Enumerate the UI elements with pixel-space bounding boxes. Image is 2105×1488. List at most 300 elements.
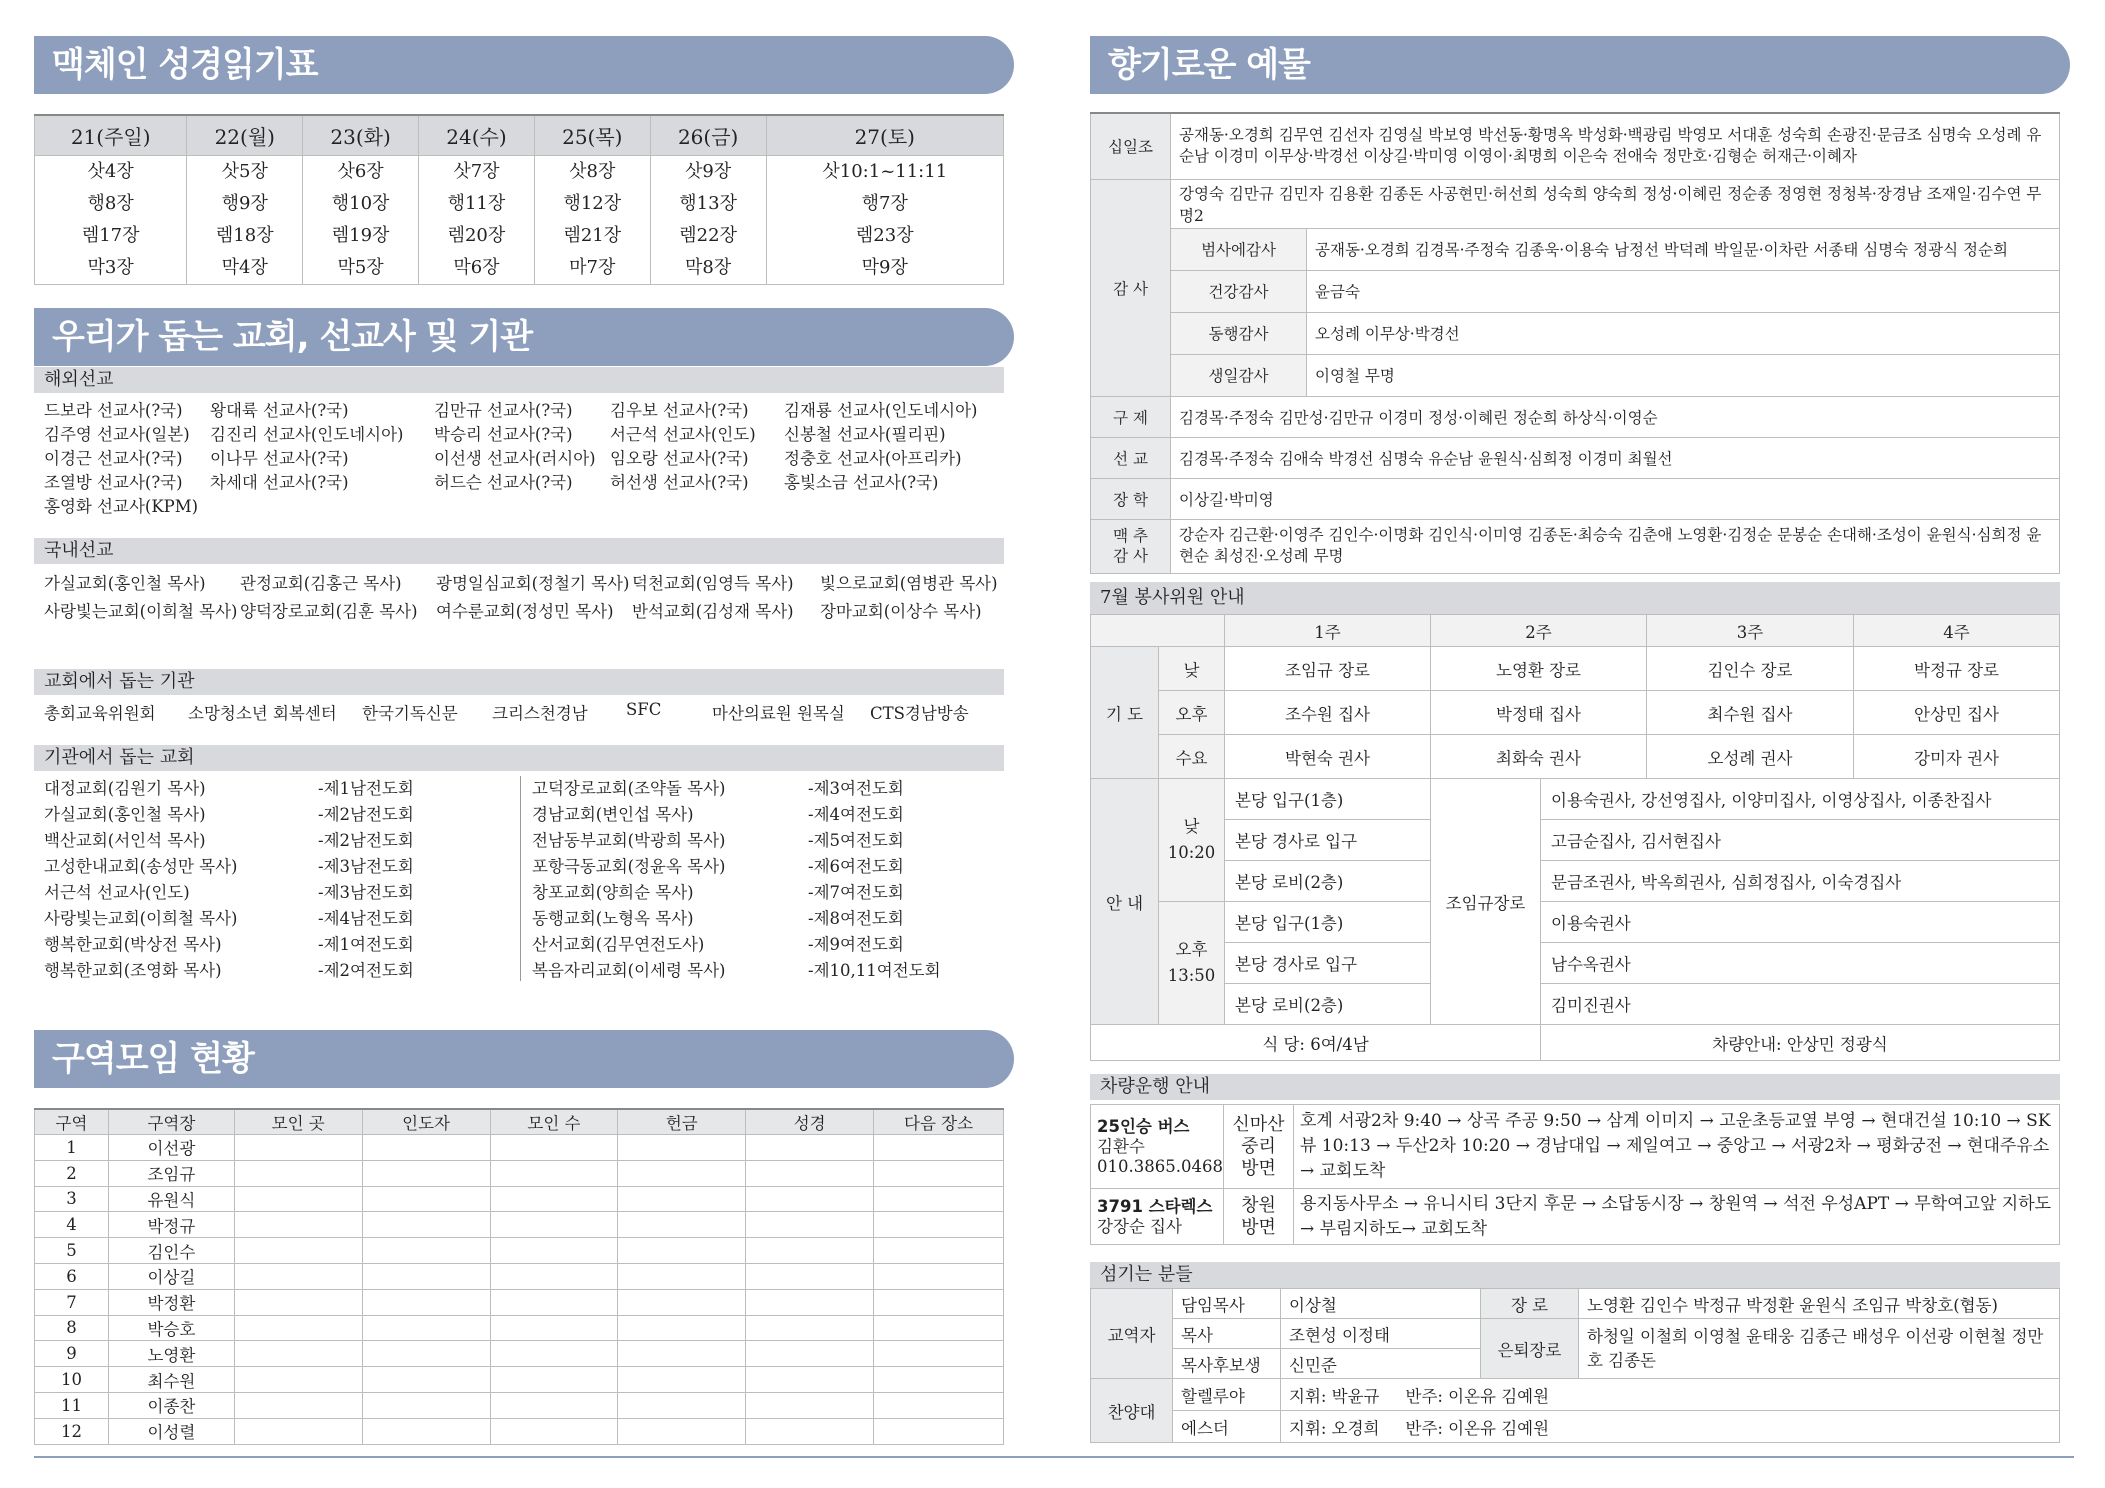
prayer-person: 강미자 권사 xyxy=(1854,735,2060,779)
district-empty-cell xyxy=(746,1160,874,1186)
guide-time: 오후 13:50 xyxy=(1159,902,1225,1025)
district-empty-cell xyxy=(746,1392,874,1418)
guide-persons: 문금조권사, 박옥희권사, 심희정집사, 이숙경집사 xyxy=(1541,861,2060,902)
district-header: 인도자 xyxy=(362,1109,490,1135)
inst-sponsor: -제2남전도회 xyxy=(318,831,414,850)
edu-name: 이상철 xyxy=(1281,1289,1481,1319)
district-empty-cell xyxy=(618,1367,746,1393)
district-title: 구역모임 현황 xyxy=(52,1039,254,1079)
tithe-names: 공재동·오경희 김무연 김선자 김영실 박보영 박선동·황명옥 박성화·백광림 박영모 서대훈 성숙희 손광진·문금조 심명숙 오성례 유순남 이경미 이무상·박경선 이상길·박미영 이영이·최명희 이은숙 전애숙 정만호·김형순 허재근·이혜자 xyxy=(1171,113,2060,179)
district-row xyxy=(35,1341,1004,1367)
missionary-item: 홍빛소금 선교사(?국) xyxy=(784,473,939,492)
inst-church: 행복한교회(조영화 목사) xyxy=(44,961,222,980)
missionary-item: 김재룡 선교사(인도네시아) xyxy=(784,401,978,420)
district-empty-cell xyxy=(234,1392,362,1418)
reading-item: 렘23장 xyxy=(855,224,914,246)
district-empty-cell xyxy=(618,1418,746,1444)
supported-org-item: SFC xyxy=(626,700,662,719)
inst-church: 산서교회(김무연전도사) xyxy=(532,935,705,954)
domestic-church-item: 장마교회(이상수 목사) xyxy=(820,602,982,621)
thanks-type-names: 오성례 이무상·박경선 xyxy=(1307,312,2060,354)
reading-plan-body xyxy=(35,155,1004,284)
vehicle-subheader: 차량운행 안내 xyxy=(1090,1074,2060,1100)
district-leader: 유원식 xyxy=(108,1186,234,1212)
district-empty-cell xyxy=(490,1263,618,1289)
retired-names: 하청일 이철희 이영철 윤태웅 김종근 배성우 이선광 이현철 정만호 김종돈 xyxy=(1579,1319,2060,1379)
vehicle-table xyxy=(1090,1104,2060,1245)
district-empty-cell xyxy=(618,1392,746,1418)
thanks-type: 동행감사 xyxy=(1171,312,1307,354)
missionary-item: 조열방 선교사(?국) xyxy=(44,473,183,492)
reading-cell xyxy=(35,155,187,284)
prayer-person: 최수원 집사 xyxy=(1647,691,1854,735)
thanks-main-row xyxy=(1091,179,2060,228)
domestic-mission-list xyxy=(44,570,1004,620)
supported-org-item: 크리스천경남 xyxy=(492,704,588,723)
thanks-sub-row xyxy=(1091,312,2060,354)
district-empty-cell xyxy=(618,1263,746,1289)
domestic-church-item: 빛으로교회(염병관 목사) xyxy=(820,574,998,593)
district-header: 구역 xyxy=(35,1109,109,1135)
day-header: 22(월) xyxy=(187,115,303,155)
district-header: 헌금 xyxy=(618,1109,746,1135)
bottom-rule xyxy=(34,1456,2074,1458)
reading-item: 렘22장 xyxy=(679,224,737,246)
reading-item: 렘17장 xyxy=(81,224,140,246)
offering-names: 김경목·주정숙 김애숙 박경선 심명숙 유순남 윤원식·심희정 이경미 최월선 xyxy=(1171,437,2060,478)
district-row xyxy=(35,1315,1004,1341)
prayer-person: 조수원 집사 xyxy=(1225,691,1431,735)
guide-row xyxy=(1091,861,2060,902)
inst-divider xyxy=(520,776,521,981)
reading-item: 렘21장 xyxy=(563,224,622,246)
service-table xyxy=(1090,614,2060,1061)
thanks-type-names: 이영철 무명 xyxy=(1307,354,2060,396)
district-empty-cell xyxy=(234,1186,362,1212)
reading-item: 행9장 xyxy=(221,192,268,214)
edu-role: 목사후보생 xyxy=(1173,1349,1281,1379)
reading-item: 삿4장 xyxy=(87,160,134,182)
thanks-sub-row xyxy=(1091,354,2060,396)
offering-row xyxy=(1091,437,2060,478)
servers-row xyxy=(1091,1319,2060,1349)
thanks-type-names: 공재동·오경희 김경목·주정숙 김종욱·이용숙 남정선 박덕례 박일문·이차란 서종태 심명숙 정광식 정순희 xyxy=(1307,228,2060,270)
vehicle-info xyxy=(1091,1105,1224,1189)
reading-item: 렘20장 xyxy=(447,224,506,246)
thanks-type-names: 윤금숙 xyxy=(1307,270,2060,312)
offering-type: 선 교 xyxy=(1091,437,1171,478)
district-number: 9 xyxy=(35,1341,109,1367)
offering-names: 강순자 김근환·이영주 김인수·이명화 김인식·이미영 김종돈·최승숙 김춘애 노영환·김정순 문봉순 손대해·조성이 윤원식·심희정 윤현순 최성진·오성례 무명 xyxy=(1171,519,2060,573)
reading-item: 삿10:1~11:11 xyxy=(822,160,948,182)
servers-table xyxy=(1090,1288,2060,1443)
district-empty-cell xyxy=(362,1392,490,1418)
edu-name: 신민준 xyxy=(1281,1349,1481,1379)
reading-plan-banner xyxy=(34,36,1014,94)
vehicle-info xyxy=(1091,1189,1224,1245)
thanks-sub-row xyxy=(1091,228,2060,270)
missionary-item: 김만규 선교사(?국) xyxy=(434,401,573,420)
district-empty-cell xyxy=(490,1341,618,1367)
district-empty-cell xyxy=(874,1160,1004,1186)
district-empty-cell xyxy=(362,1367,490,1393)
district-empty-cell xyxy=(490,1238,618,1264)
day-header: 27(토) xyxy=(766,115,1003,155)
vehicle-direction: 창원 방면 xyxy=(1223,1189,1293,1245)
district-row xyxy=(35,1367,1004,1393)
prayer-row xyxy=(1091,691,2060,735)
district-header-row xyxy=(35,1109,1004,1135)
missionary-item: 이선생 선교사(러시아) xyxy=(434,449,596,468)
district-empty-cell xyxy=(490,1186,618,1212)
reading-item: 행12장 xyxy=(563,192,622,214)
district-empty-cell xyxy=(490,1315,618,1341)
reading-plan-table xyxy=(34,114,1004,285)
district-row xyxy=(35,1392,1004,1418)
inst-sponsor: -제2여전도회 xyxy=(318,961,414,980)
district-empty-cell xyxy=(874,1238,1004,1264)
choir-label: 찬양대 xyxy=(1091,1379,1173,1443)
district-leader: 이상길 xyxy=(108,1263,234,1289)
reading-item: 막6장 xyxy=(453,256,500,278)
offering-row xyxy=(1091,478,2060,519)
inst-church: 행복한교회(박상전 목사) xyxy=(44,935,222,954)
day-header: 21(주일) xyxy=(35,115,187,155)
district-leader: 최수원 xyxy=(108,1367,234,1393)
district-empty-cell xyxy=(874,1135,1004,1161)
district-empty-cell xyxy=(746,1289,874,1315)
week-header: 1주 xyxy=(1225,615,1431,647)
district-empty-cell xyxy=(874,1186,1004,1212)
mission-banner xyxy=(34,308,1014,366)
vehicle-route: 용지동사무소 → 유니시티 3단지 후문 → 소답동시장 → 창원역 → 석전 우성APT → 무학여고앞 지하도 → 부림지하도→ 교회도착 xyxy=(1293,1189,2059,1245)
guide-location: 본당 경사로 입구 xyxy=(1225,943,1431,984)
vehicle-route: 호계 서광2차 9:40 → 상곡 주공 9:50 → 삼계 이미지 → 고운초등교옆 부영 → 현대건설 10:10 → SK뷰 10:13 → 두산2차 10:20 → 경남대입 → 제일여고 → 중앙고 → 서광2차 → 평화궁전 → 현대주유소 → 교회도착 xyxy=(1293,1105,2059,1189)
inst-sponsor: -제9여전도회 xyxy=(808,935,904,954)
district-leader: 이종찬 xyxy=(108,1392,234,1418)
prayer-row xyxy=(1091,735,2060,779)
domestic-subheader: 국내선교 xyxy=(34,538,1004,564)
inst-sponsor: -제1여전도회 xyxy=(318,935,414,954)
reading-item: 렘19장 xyxy=(331,224,390,246)
missionary-item: 허선생 선교사(?국) xyxy=(610,473,749,492)
vehicle-name: 25인승 버스 xyxy=(1097,1116,1190,1136)
reading-item: 행10장 xyxy=(331,192,390,214)
prayer-time: 낮 xyxy=(1159,647,1225,691)
edu-role: 담임목사 xyxy=(1173,1289,1281,1319)
district-empty-cell xyxy=(234,1367,362,1393)
guide-persons: 이용숙권사 xyxy=(1541,902,2060,943)
overseas-subheader: 해외선교 xyxy=(34,367,1004,393)
domestic-church-item: 광명일심교회(정철기 목사) xyxy=(436,574,630,593)
district-empty-cell xyxy=(746,1186,874,1212)
district-empty-cell xyxy=(362,1135,490,1161)
meal-info: 식 당: 6여/4남 xyxy=(1091,1025,1541,1061)
thanks-type: 생일감사 xyxy=(1171,354,1307,396)
vehicle-row xyxy=(1091,1189,2060,1245)
day-header: 23(화) xyxy=(303,115,419,155)
district-empty-cell xyxy=(490,1289,618,1315)
missionary-item: 정충호 선교사(아프리카) xyxy=(784,449,962,468)
reading-item: 삿9장 xyxy=(685,160,732,182)
district-row xyxy=(35,1186,1004,1212)
servers-row xyxy=(1091,1289,2060,1319)
missionary-item: 허드슨 선교사(?국) xyxy=(434,473,573,492)
reading-item: 막8장 xyxy=(685,256,732,278)
district-empty-cell xyxy=(618,1212,746,1238)
district-empty-cell xyxy=(746,1315,874,1341)
prayer-time: 수요 xyxy=(1159,735,1225,779)
inst-church: 사랑빛는교회(이희철 목사) xyxy=(44,909,238,928)
guide-row xyxy=(1091,943,2060,984)
offering-row xyxy=(1091,396,2060,437)
district-empty-cell xyxy=(362,1160,490,1186)
missionary-item: 드보라 선교사(?국) xyxy=(44,401,183,420)
vehicle-row xyxy=(1091,1105,2060,1189)
offering-table xyxy=(1090,112,2060,574)
district-empty-cell xyxy=(490,1392,618,1418)
reading-item: 막4장 xyxy=(221,256,268,278)
guide-leader: 조임규장로 xyxy=(1431,779,1541,1025)
thanks-type: 건강감사 xyxy=(1171,270,1307,312)
district-empty-cell xyxy=(234,1418,362,1444)
district-number: 12 xyxy=(35,1418,109,1444)
inst-church: 고성한내교회(송성만 목사) xyxy=(44,857,238,876)
inst-church: 동행교회(노형옥 목사) xyxy=(532,909,694,928)
guide-location: 본당 입구(1층) xyxy=(1225,779,1431,820)
guide-row xyxy=(1091,902,2060,943)
choir-staff xyxy=(1281,1379,2060,1411)
reading-cell xyxy=(650,155,766,284)
inst-sponsor: -제10,11여전도회 xyxy=(808,961,941,980)
choir-conductor: 지휘: 오경희 xyxy=(1289,1418,1380,1438)
reading-item: 행11장 xyxy=(447,192,506,214)
prayer-person: 박현숙 권사 xyxy=(1225,735,1431,779)
district-empty-cell xyxy=(746,1418,874,1444)
district-leader: 박정규 xyxy=(108,1212,234,1238)
district-table xyxy=(34,1108,1004,1445)
district-header: 구역장 xyxy=(108,1109,234,1135)
choir-name: 할렐루야 xyxy=(1173,1379,1281,1411)
thanks-type: 범사에감사 xyxy=(1171,228,1307,270)
reading-cell xyxy=(187,155,303,284)
inst-church: 전남동부교회(박광희 목사) xyxy=(532,831,726,850)
district-empty-cell xyxy=(746,1135,874,1161)
thanks-sub-row xyxy=(1091,270,2060,312)
district-leader: 박승호 xyxy=(108,1315,234,1341)
right-page xyxy=(1052,0,2105,1488)
reading-cell xyxy=(766,155,1003,284)
tithe-label: 십일조 xyxy=(1091,113,1171,179)
inst-sponsor: -제4여전도회 xyxy=(808,805,904,824)
org-subheader: 교회에서 돕는 기관 xyxy=(34,669,1004,695)
inst-church: 가실교회(홍인철 목사) xyxy=(44,805,206,824)
week-header: 3주 xyxy=(1647,615,1854,647)
institution-churches-list xyxy=(44,775,1004,985)
tithe-row xyxy=(1091,113,2060,179)
district-empty-cell xyxy=(746,1341,874,1367)
offering-type: 장 학 xyxy=(1091,478,1171,519)
inst-sponsor: -제1남전도회 xyxy=(318,779,414,798)
district-empty-cell xyxy=(234,1160,362,1186)
district-row xyxy=(35,1238,1004,1264)
guide-row xyxy=(1091,820,2060,861)
missionary-item: 신봉철 선교사(필리핀) xyxy=(784,425,946,444)
guide-row xyxy=(1091,984,2060,1025)
guide-persons: 고금순집사, 김서현집사 xyxy=(1541,820,2060,861)
district-empty-cell xyxy=(234,1212,362,1238)
district-banner xyxy=(34,1030,1014,1088)
district-empty-cell xyxy=(618,1315,746,1341)
missionary-item: 왕대륙 선교사(?국) xyxy=(210,401,349,420)
mission-title: 우리가 돕는 교회, 선교사 및 기관 xyxy=(52,317,533,357)
reading-item: 막5장 xyxy=(337,256,384,278)
missionary-item: 차세대 선교사(?국) xyxy=(210,473,349,492)
edu-role: 목사 xyxy=(1173,1319,1281,1349)
district-empty-cell xyxy=(234,1315,362,1341)
reading-item: 막3장 xyxy=(87,256,134,278)
district-row xyxy=(35,1135,1004,1161)
district-empty-cell xyxy=(234,1341,362,1367)
district-empty-cell xyxy=(874,1367,1004,1393)
district-number: 8 xyxy=(35,1315,109,1341)
district-leader: 김인수 xyxy=(108,1238,234,1264)
choir-staff xyxy=(1281,1411,2060,1443)
district-number: 5 xyxy=(35,1238,109,1264)
reading-item: 마7장 xyxy=(569,256,616,278)
thanks-names: 강영숙 김만규 김민자 김용환 김종돈 사공현민·허선희 성숙희 양숙희 정성·이혜린 정순종 정영현 정청복·장경남 조재일·김수연 무명2 xyxy=(1171,179,2060,228)
district-empty-cell xyxy=(746,1212,874,1238)
choir-accompanist: 반주: 이온유 김예원 xyxy=(1405,1418,1550,1438)
inst-sponsor: -제4남전도회 xyxy=(318,909,414,928)
offering-names: 이상길·박미영 xyxy=(1171,478,2060,519)
guide-persons: 남수옥권사 xyxy=(1541,943,2060,984)
vehicle-driver: 강장순 집사 xyxy=(1097,1216,1182,1236)
inst-church: 고덕장로교회(조약돌 목사) xyxy=(532,779,726,798)
inst-sponsor: -제8여전도회 xyxy=(808,909,904,928)
district-row xyxy=(35,1289,1004,1315)
supported-org-item: 마산의료원 원목실 xyxy=(712,704,845,723)
district-empty-cell xyxy=(490,1418,618,1444)
reading-cell xyxy=(419,155,535,284)
reading-item: 렘18장 xyxy=(215,224,274,246)
missionary-item: 홍영화 선교사(KPM) xyxy=(44,497,199,516)
reading-item: 삿5장 xyxy=(221,160,268,182)
district-empty-cell xyxy=(490,1212,618,1238)
reading-item: 행13장 xyxy=(679,192,737,214)
reading-plan-title: 맥체인 성경읽기표 xyxy=(52,45,318,85)
district-leader: 박정환 xyxy=(108,1289,234,1315)
district-empty-cell xyxy=(362,1263,490,1289)
missionary-item: 김주영 선교사(일본) xyxy=(44,425,190,444)
prayer-person: 안상민 집사 xyxy=(1854,691,2060,735)
blank-cell xyxy=(1091,615,1225,647)
reading-plan-header-row xyxy=(35,115,1004,155)
district-leader: 노영환 xyxy=(108,1341,234,1367)
district-row xyxy=(35,1418,1004,1444)
choir-name: 에스더 xyxy=(1173,1411,1281,1443)
inst-subheader: 기관에서 돕는 교회 xyxy=(34,745,1004,771)
missionary-item: 임오랑 선교사(?국) xyxy=(610,449,749,468)
reading-item: 삿7장 xyxy=(453,160,500,182)
vehicle-driver: 김환수 xyxy=(1097,1136,1145,1156)
choir-row xyxy=(1091,1379,2060,1411)
supported-org-item: 총회교육위원회 xyxy=(44,704,156,723)
prayer-time: 오후 xyxy=(1159,691,1225,735)
district-empty-cell xyxy=(362,1238,490,1264)
district-empty-cell xyxy=(874,1212,1004,1238)
district-row xyxy=(35,1212,1004,1238)
elder-label: 장 로 xyxy=(1481,1289,1579,1319)
prayer-person: 김인수 장로 xyxy=(1647,647,1854,691)
district-empty-cell xyxy=(874,1263,1004,1289)
district-number: 7 xyxy=(35,1289,109,1315)
prayer-person: 박정태 집사 xyxy=(1431,691,1647,735)
inst-sponsor: -제6여전도회 xyxy=(808,857,904,876)
district-empty-cell xyxy=(490,1160,618,1186)
district-empty-cell xyxy=(618,1238,746,1264)
reading-item: 삿6장 xyxy=(337,160,384,182)
offering-banner xyxy=(1090,36,2070,94)
prayer-person: 오성례 권사 xyxy=(1647,735,1854,779)
thanks-label: 감 사 xyxy=(1091,179,1171,396)
inst-church: 포항극동교회(정윤옥 목사) xyxy=(532,857,726,876)
district-empty-cell xyxy=(618,1160,746,1186)
day-header: 26(금) xyxy=(650,115,766,155)
reading-cell xyxy=(303,155,419,284)
guide-location: 본당 입구(1층) xyxy=(1225,902,1431,943)
district-empty-cell xyxy=(874,1341,1004,1367)
offering-type: 구 제 xyxy=(1091,396,1171,437)
elder-names: 노영환 김인수 박정규 박정환 윤원식 조임규 박창호(협동) xyxy=(1579,1289,2060,1319)
domestic-church-item: 가실교회(홍인철 목사) xyxy=(44,574,206,593)
inst-sponsor: -제3남전도회 xyxy=(318,857,414,876)
district-empty-cell xyxy=(490,1135,618,1161)
district-empty-cell xyxy=(874,1392,1004,1418)
supported-org-item: CTS경남방송 xyxy=(870,704,969,723)
reading-cell xyxy=(534,155,650,284)
district-empty-cell xyxy=(618,1289,746,1315)
service-week-header xyxy=(1091,615,2060,647)
district-empty-cell xyxy=(234,1135,362,1161)
district-row xyxy=(35,1263,1004,1289)
district-empty-cell xyxy=(362,1212,490,1238)
prayer-person: 최화숙 권사 xyxy=(1431,735,1647,779)
prayer-person: 노영환 장로 xyxy=(1431,647,1647,691)
guide-label: 안 내 xyxy=(1091,779,1159,1025)
domestic-church-item: 사랑빛는교회(이희철 목사) xyxy=(44,602,238,621)
guide-location: 본당 로비(2층) xyxy=(1225,984,1431,1025)
left-page xyxy=(0,0,1052,1488)
district-number: 6 xyxy=(35,1263,109,1289)
district-header: 모인 곳 xyxy=(234,1109,362,1135)
prayer-person: 조임규 장로 xyxy=(1225,647,1431,691)
district-empty-cell xyxy=(362,1341,490,1367)
inst-church: 창포교회(양희순 목사) xyxy=(532,883,694,902)
servers-subheader: 섬기는 분들 xyxy=(1090,1262,2060,1288)
district-empty-cell xyxy=(746,1367,874,1393)
guide-row xyxy=(1091,779,2060,820)
district-empty-cell xyxy=(618,1341,746,1367)
domestic-church-item: 반석교회(김성재 목사) xyxy=(632,602,794,621)
domestic-church-item: 양덕장로교회(김훈 목사) xyxy=(240,602,418,621)
missionary-item: 김우보 선교사(?국) xyxy=(610,401,749,420)
week-header: 4주 xyxy=(1854,615,2060,647)
prayer-label: 기 도 xyxy=(1091,647,1159,779)
day-header: 24(수) xyxy=(419,115,535,155)
district-row xyxy=(35,1160,1004,1186)
guide-location: 본당 경사로 입구 xyxy=(1225,820,1431,861)
